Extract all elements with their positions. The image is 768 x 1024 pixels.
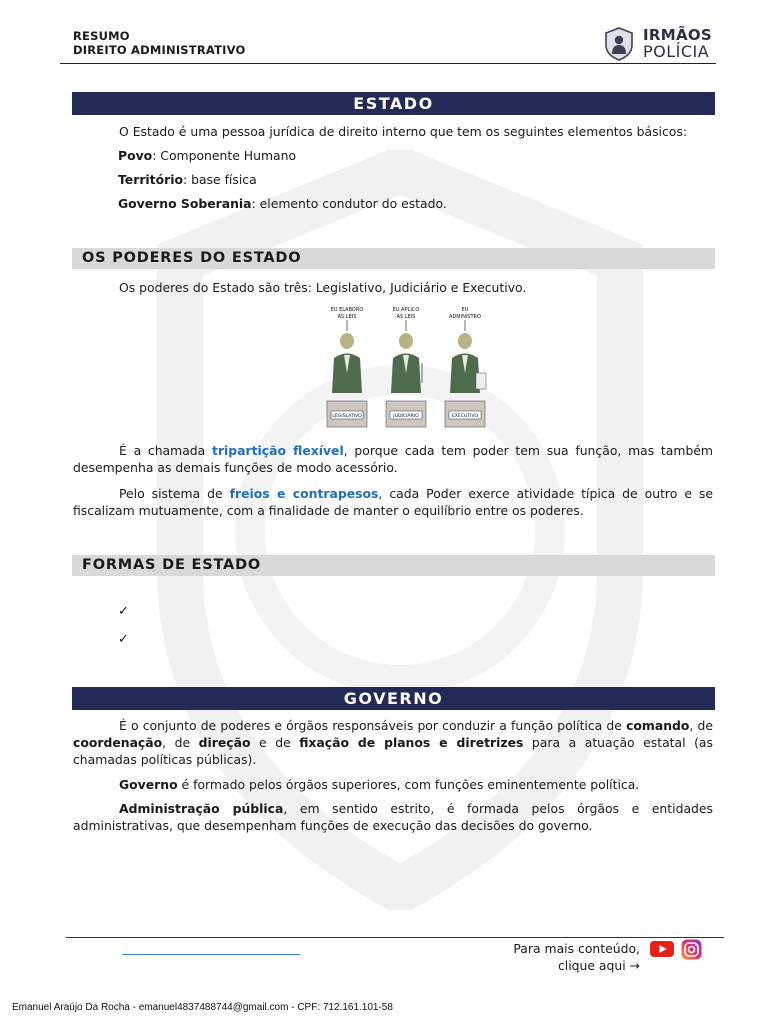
highlight-freios: freios e contrapesos — [229, 486, 379, 501]
bold-run: coordenação — [73, 735, 163, 750]
logo-text-line2: POLÍCIA — [643, 42, 710, 61]
text-run: É o conjunto de poderes e órgãos responsáveis por conduzir a função política de — [119, 718, 627, 733]
text-run: é formado pelos órgãos superiores, com funções eminentemente política. — [177, 777, 640, 792]
text-run: , de — [162, 735, 199, 750]
section-title-formas: FORMAS DE ESTADO — [72, 555, 715, 576]
section-title-estado: ESTADO — [72, 92, 715, 115]
highlight-triparticao: tripartição flexível — [212, 443, 344, 458]
estado-item-governo — [118, 195, 718, 212]
item-term: Território — [118, 172, 183, 187]
text-run: , em sentido estrito, é formada pelos órgãos e entidades administrativas, que desempenham funções de execução das decisões do governo. — [73, 801, 713, 833]
text-run: para a atuação estatal (as chamadas políticas públicas). — [73, 735, 713, 767]
figure-judiciario — [391, 333, 422, 393]
podium-judiciario: JUDICIÁRIO — [393, 414, 419, 419]
checkmark-icon: ✓ — [118, 632, 129, 647]
footer-cta-line1: Para mais conteúdo, — [513, 941, 640, 956]
text-run: , de — [689, 718, 713, 733]
estado-item-povo — [118, 147, 718, 164]
header-line1: RESUMO — [73, 29, 130, 43]
logo-text-line1: IRMÃOS — [643, 26, 713, 44]
figure-executivo — [450, 333, 486, 393]
estado-intro: O Estado é uma pessoa jurídica de direito interno que tem os seguintes elementos básicos: — [119, 124, 688, 139]
footer-divider — [66, 937, 724, 938]
text-run: e de — [250, 735, 300, 750]
footer-link-underline[interactable] — [122, 954, 300, 955]
text-run: , cada Poder exerce atividade típica de outro e se fiscalizam mutuamente, com a finalidade de manter o equilíbrio entre os poderes. — [73, 486, 714, 518]
bold-run: Governo — [119, 777, 178, 792]
checkmark-icon: ✓ — [118, 604, 129, 619]
text-run: É a chamada — [119, 443, 213, 458]
instagram-icon[interactable] — [681, 939, 702, 960]
speech-executivo-line2: ADMINISTRO — [449, 314, 481, 320]
item-desc: : elemento condutor do estado. — [251, 196, 447, 211]
shield-logo-icon — [603, 27, 635, 61]
text-run: Pelo sistema de — [119, 486, 230, 501]
bold-run: comando — [626, 718, 690, 733]
bold-run: Administração pública — [119, 801, 284, 816]
footer-cta-line2: clique aqui → — [557, 958, 640, 973]
estado-item-territorio — [118, 171, 718, 188]
section-title-governo: GOVERNO — [72, 687, 715, 710]
governo-paragraph-1 — [73, 717, 713, 768]
tres-poderes-illustration — [322, 303, 490, 431]
speech-legislativo-line1: EU ELABORO — [330, 307, 364, 313]
text-run: , porque cada tem poder tem sua função, mas também desempenha as demais funções de modo acessório. — [73, 443, 714, 475]
governo-paragraph-2 — [73, 776, 713, 793]
document-header — [73, 29, 246, 57]
bold-run: fixação de planos e diretrizes — [299, 735, 524, 750]
header-divider — [60, 63, 716, 64]
item-term: Povo — [118, 148, 153, 163]
youtube-icon[interactable] — [650, 940, 674, 958]
poderes-paragraph-1 — [73, 442, 713, 476]
header-line2: DIREITO ADMINISTRATIVO — [73, 43, 246, 57]
section-title-poderes: OS PODERES DO ESTADO — [72, 248, 715, 269]
speech-legislativo-line2: AS LEIS — [337, 314, 357, 320]
item-term: Governo Soberania — [118, 196, 252, 211]
poderes-paragraph-2 — [73, 485, 713, 519]
owner-info: Emanuel Araújo Da Rocha - emanuel4837488744@gmail.com - CPF: 712.161.101-58 — [12, 1002, 393, 1013]
item-desc: : base física — [182, 172, 257, 187]
podium-executivo: EXECUTIVO — [451, 414, 479, 419]
speech-executivo-line1: EU — [461, 307, 469, 313]
speech-judiciario-line2: AS LEIS — [396, 314, 416, 320]
figure-legislativo — [332, 333, 362, 393]
speech-judiciario-line1: EU APLICO — [392, 307, 420, 313]
brand-logo — [603, 27, 715, 61]
bold-run: direção — [198, 735, 251, 750]
item-desc: : Componente Humano — [152, 148, 297, 163]
governo-paragraph-3 — [73, 800, 713, 834]
podium-legislativo: LEGISLATIVO — [332, 414, 362, 419]
poderes-intro: Os poderes do Estado são três: Legislativo, Judiciário e Executivo. — [119, 280, 527, 295]
footer-cta[interactable] — [513, 940, 640, 974]
